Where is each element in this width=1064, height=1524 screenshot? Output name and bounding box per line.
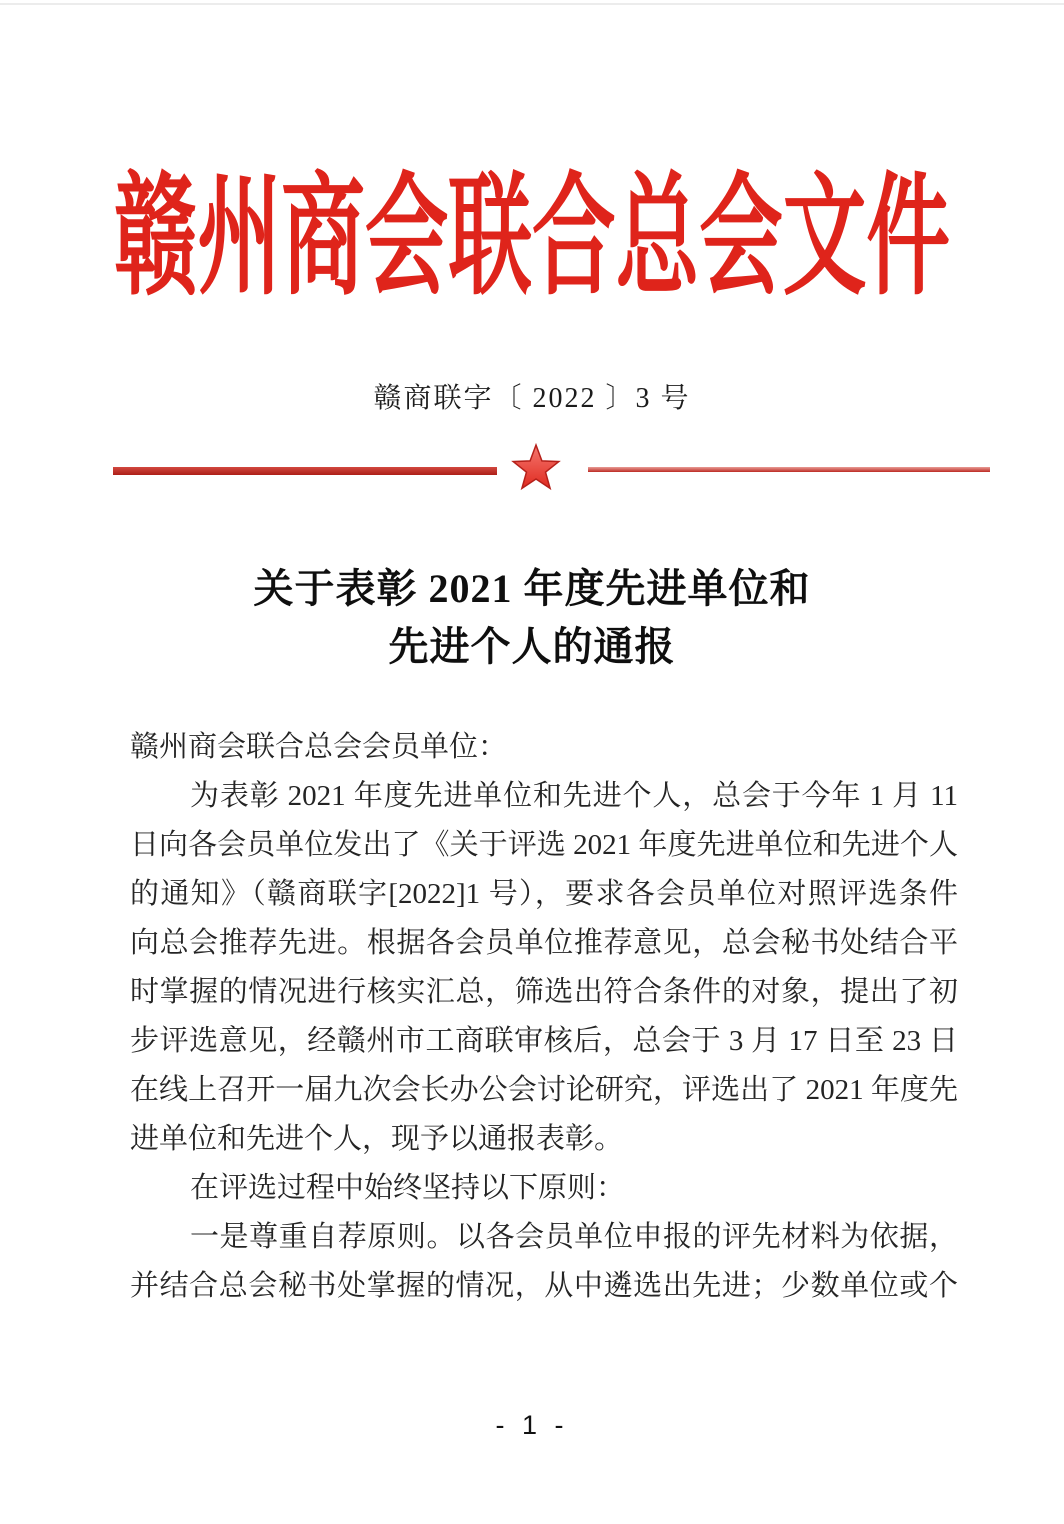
body-line: 步评选意见，经赣州市工商联审核后，总会于 3 月 17 日至 23 日: [130, 1025, 958, 1057]
body-line: 向总会推荐先进。根据各会员单位推荐意见，总会秘书处结合平: [130, 927, 958, 959]
document-header-title: 赣州商会联合总会文件: [113, 166, 950, 312]
body-line: 的通知》（赣商联字[2022]1 号），要求各会员单位对照评选条件: [130, 878, 958, 910]
body-line-salutation: 赣州商会联合总会会员单位：: [130, 731, 508, 763]
header-rule-left: [113, 467, 497, 475]
notice-title-line1: 关于表彰 2021 年度先进单位和: [253, 566, 811, 611]
notice-title: [0, 560, 1064, 676]
body-line: 进单位和先进个人，现予以通报表彰。: [130, 1123, 624, 1155]
page-top-edge: [0, 3, 1064, 5]
body-line: 在线上召开一届九次会长办公会讨论研究，评选出了 2021 年度先: [130, 1074, 958, 1106]
body-line: 在评选过程中始终坚持以下原则：: [190, 1172, 626, 1204]
header-rule-right: [588, 467, 990, 472]
document-number: 赣商联字〔 2022 〕3 号: [373, 383, 691, 414]
body-line: 并结合总会秘书处掌握的情况，从中遴选出先进；少数单位或个: [130, 1270, 958, 1302]
notice-title-line2: 先进个人的通报: [388, 624, 676, 669]
body-line: 日向各会员单位发出了《关于评选 2021 年度先进单位和先进个人: [130, 829, 958, 861]
body-line: 时掌握的情况进行核实汇总，筛选出符合条件的对象，提出了初: [130, 976, 958, 1008]
body-line: 为表彰 2021 年度先进单位和先进个人，总会于今年 1 月 11: [190, 780, 958, 812]
body-line: 一是尊重自荐原则。以各会员单位申报的评先材料为依据，: [190, 1221, 958, 1253]
red-star-icon: [511, 442, 561, 496]
page-number: - 1 -: [495, 1410, 569, 1440]
document-body: [130, 723, 958, 1311]
